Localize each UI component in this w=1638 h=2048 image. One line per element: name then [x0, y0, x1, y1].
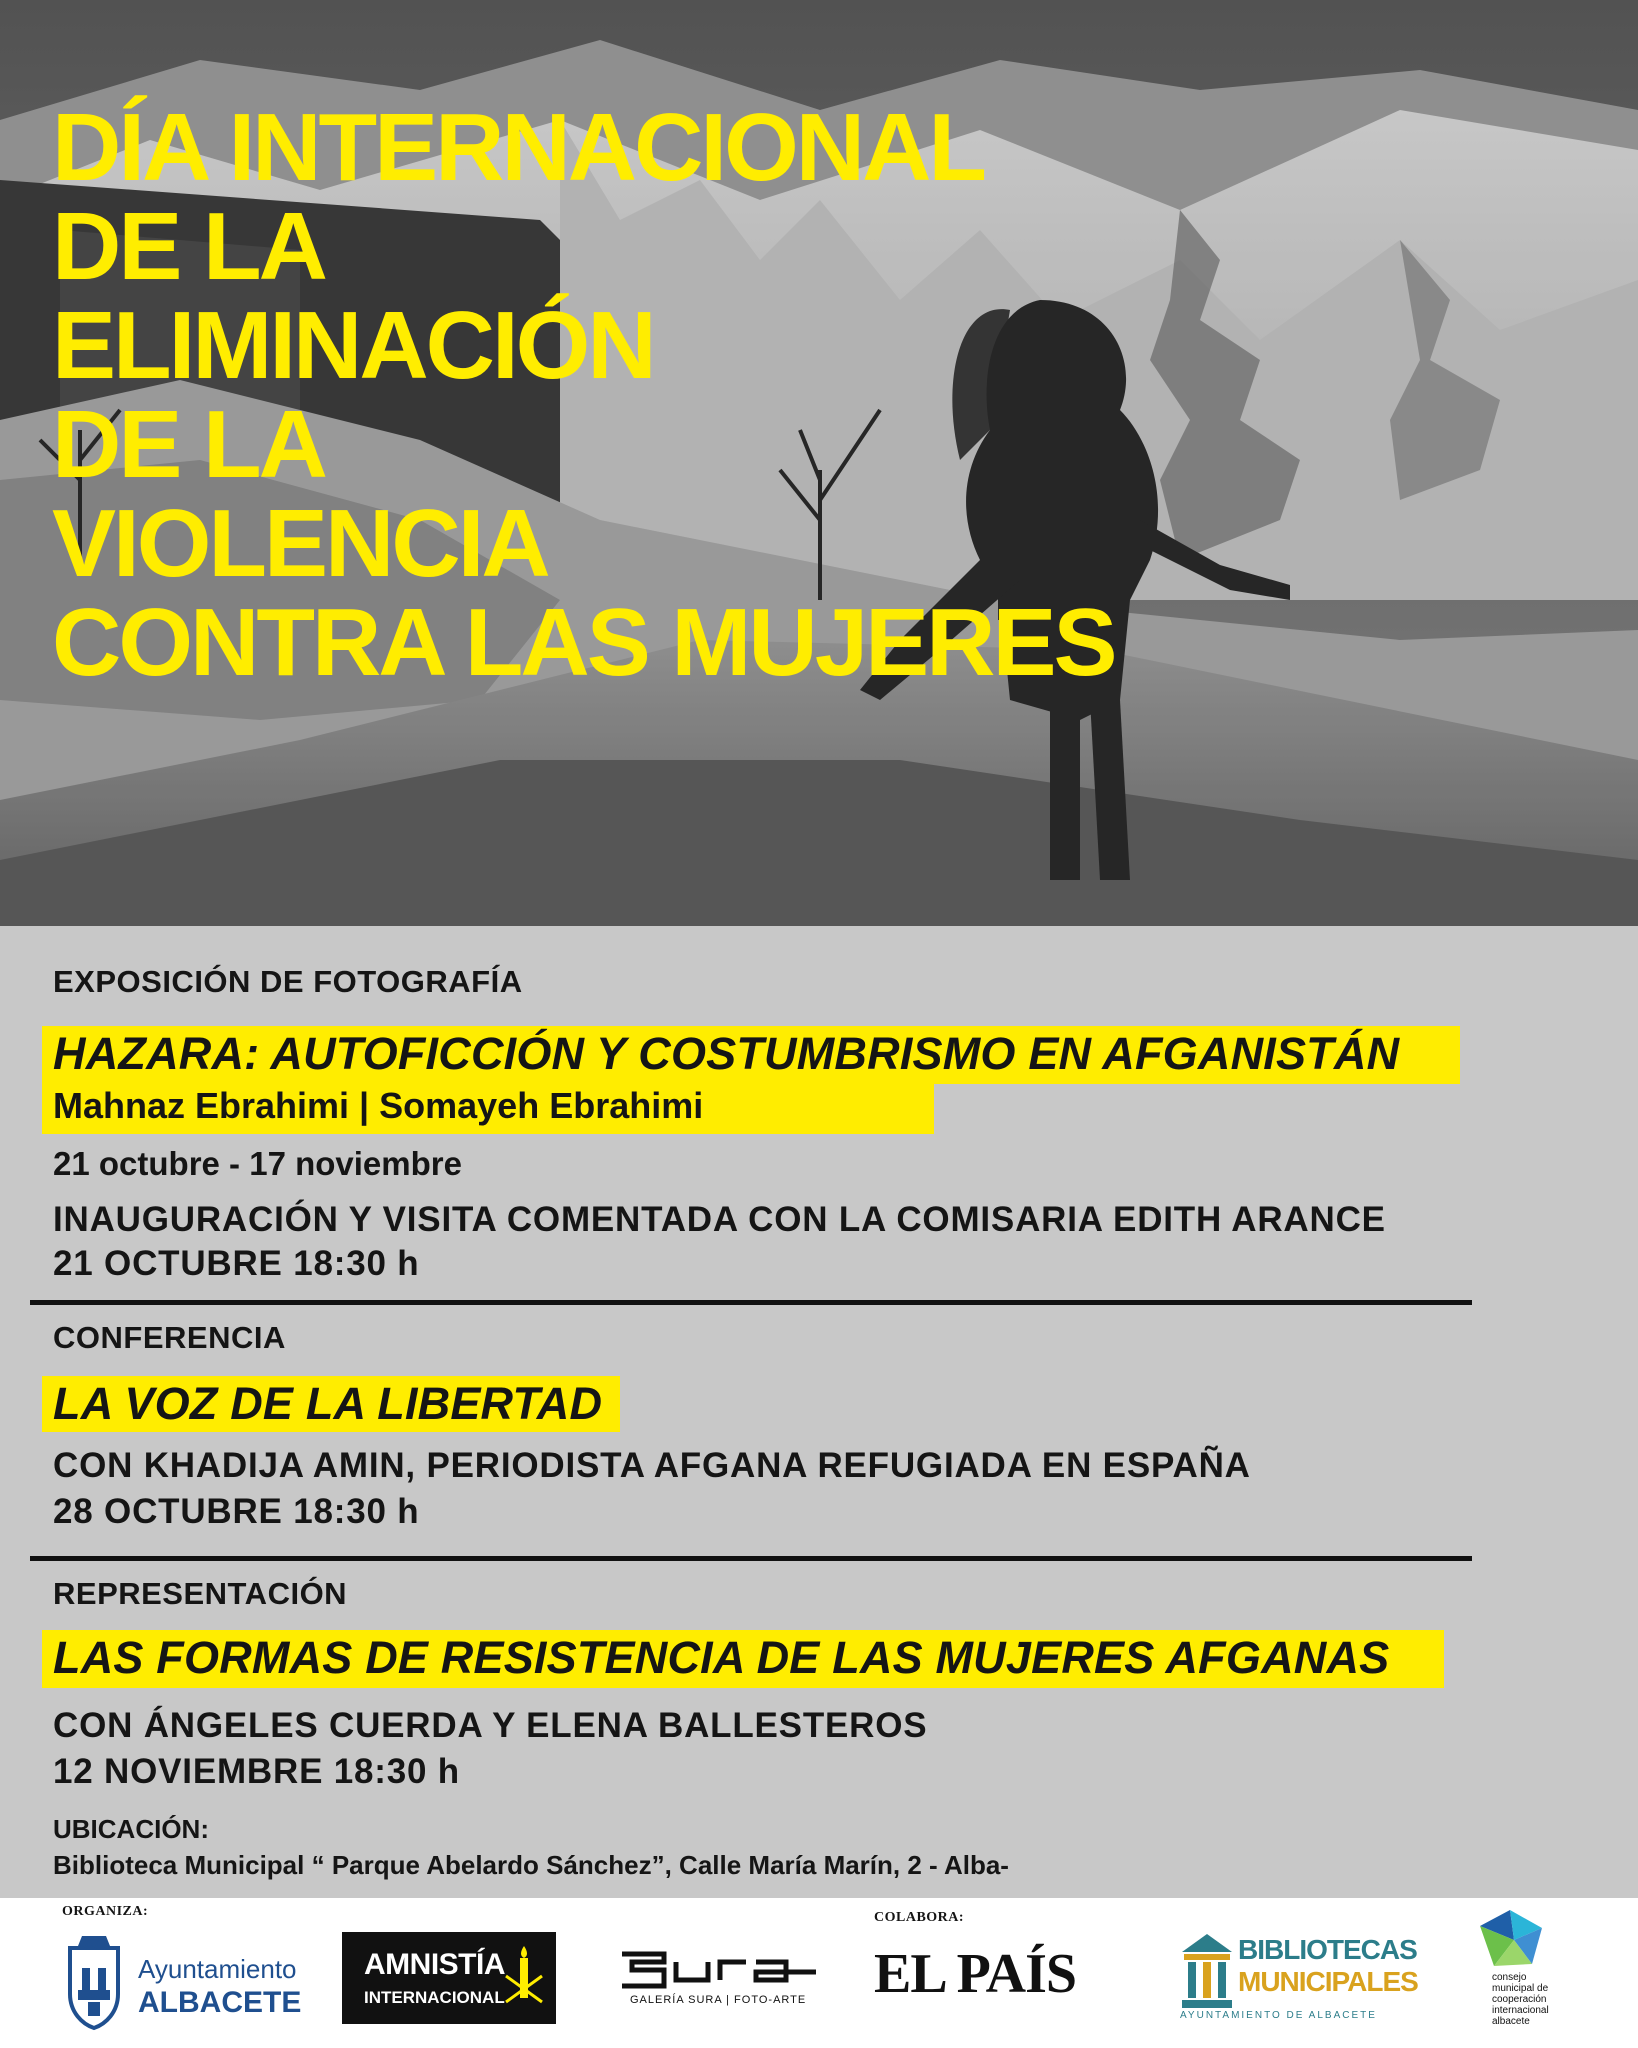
amnistia-logo: [342, 1932, 556, 2024]
title-line-5: VIOLENCIA: [52, 490, 548, 597]
consejo-shape-icon: [1470, 1906, 1546, 1972]
representacion-title: LAS FORMAS DE RESISTENCIA DE LAS MUJERES AFGANAS: [53, 1632, 1390, 1683]
consejo-line-1: consejo: [1492, 1972, 1527, 1983]
event-title: [52, 94, 1352, 696]
ubicacion-address: Biblioteca Municipal “ Parque Abelardo Sánchez”, Calle María Marín, 2 - Alba-: [53, 1850, 1009, 1880]
exposicion-event: INAUGURACIÓN Y VISITA COMENTADA CON LA COMISARIA EDITH ARANCE: [53, 1200, 1386, 1239]
consejo-line-4: internacional: [1492, 2005, 1549, 2016]
ubicacion-label: UBICACIÓN:: [53, 1814, 209, 1844]
divider: [30, 1300, 1472, 1305]
exposicion-event-date: 21 OCTUBRE 18:30 h: [53, 1244, 420, 1283]
sura-wordmark-icon: [616, 1940, 822, 1990]
exposicion-dates: 21 octubre - 17 noviembre: [53, 1145, 462, 1182]
bib-caption: AYUNTAMIENTO DE ALBACETE: [1180, 2010, 1377, 2021]
ayto-city: ALBACETE: [138, 1986, 302, 2019]
consejo-line-2: municipal de: [1492, 1983, 1549, 1994]
ayuntamiento-albacete-logo: [62, 1932, 302, 2032]
bib-name-2: MUNICIPALES: [1238, 1966, 1418, 1997]
divider: [30, 1556, 1472, 1561]
ayto-name: Ayuntamiento: [138, 1954, 297, 1984]
conferencia-label: CONFERENCIA: [53, 1320, 286, 1355]
consejo-text: [1492, 1972, 1549, 2027]
title-line-4: DE LA: [52, 391, 325, 498]
albacete-shield-icon: [62, 1932, 126, 2032]
conferencia-title: LA VOZ DE LA LIBERTAD: [53, 1378, 603, 1429]
title-line-1: DÍA INTERNACIONAL: [52, 94, 985, 201]
title-line-2: DE LA: [52, 193, 325, 300]
bib-name-1: BIBLIOTECAS: [1238, 1934, 1417, 1965]
conferencia-speaker: CON KHADIJA AMIN, PERIODISTA AFGANA REFUGIADA EN ESPAÑA: [53, 1446, 1251, 1485]
library-building-icon: [1180, 1932, 1234, 2012]
bibliotecas-municipales-logo: [1176, 1926, 1418, 2026]
galeria-sura-logo: [616, 1940, 822, 2020]
amnistia-name: AMNISTÍA: [364, 1948, 505, 1981]
candle-icon: [502, 1946, 546, 2010]
amnistia-sub: INTERNACIONAL: [364, 1988, 505, 2007]
title-line-6: CONTRA LAS MUJERES: [52, 589, 1115, 696]
colabora-label: COLABORA:: [874, 1910, 965, 1925]
sura-caption: GALERÍA SURA | FOTO-ARTE: [630, 1994, 807, 2006]
conferencia-date: 28 OCTUBRE 18:30 h: [53, 1492, 420, 1531]
consejo-line-5: albacete: [1492, 2016, 1530, 2027]
title-line-3: ELIMINACIÓN: [52, 292, 654, 399]
representacion-label: REPRESENTACIÓN: [53, 1576, 348, 1611]
exposicion-label: EXPOSICIÓN DE FOTOGRAFÍA: [53, 964, 523, 999]
consejo-line-3: cooperación: [1492, 1994, 1547, 2005]
organiza-label: ORGANIZA:: [62, 1904, 149, 1919]
exposicion-authors: Mahnaz Ebrahimi | Somayeh Ebrahimi: [53, 1085, 704, 1126]
representacion-performers: CON ÁNGELES CUERDA Y ELENA BALLESTEROS: [53, 1706, 928, 1745]
consejo-cooperacion-logo: [1468, 1906, 1578, 2046]
representacion-date: 12 NOVIEMBRE 18:30 h: [53, 1752, 460, 1791]
hero-section: [0, 0, 1638, 926]
el-pais-logo: EL PAÍS: [874, 1943, 1077, 2005]
sponsors-footer: [0, 1898, 1638, 2048]
exposicion-title: HAZARA: AUTOFICCIÓN Y COSTUMBRISMO EN AFGANISTÁN: [53, 1028, 1400, 1079]
program-section: [0, 926, 1638, 1898]
